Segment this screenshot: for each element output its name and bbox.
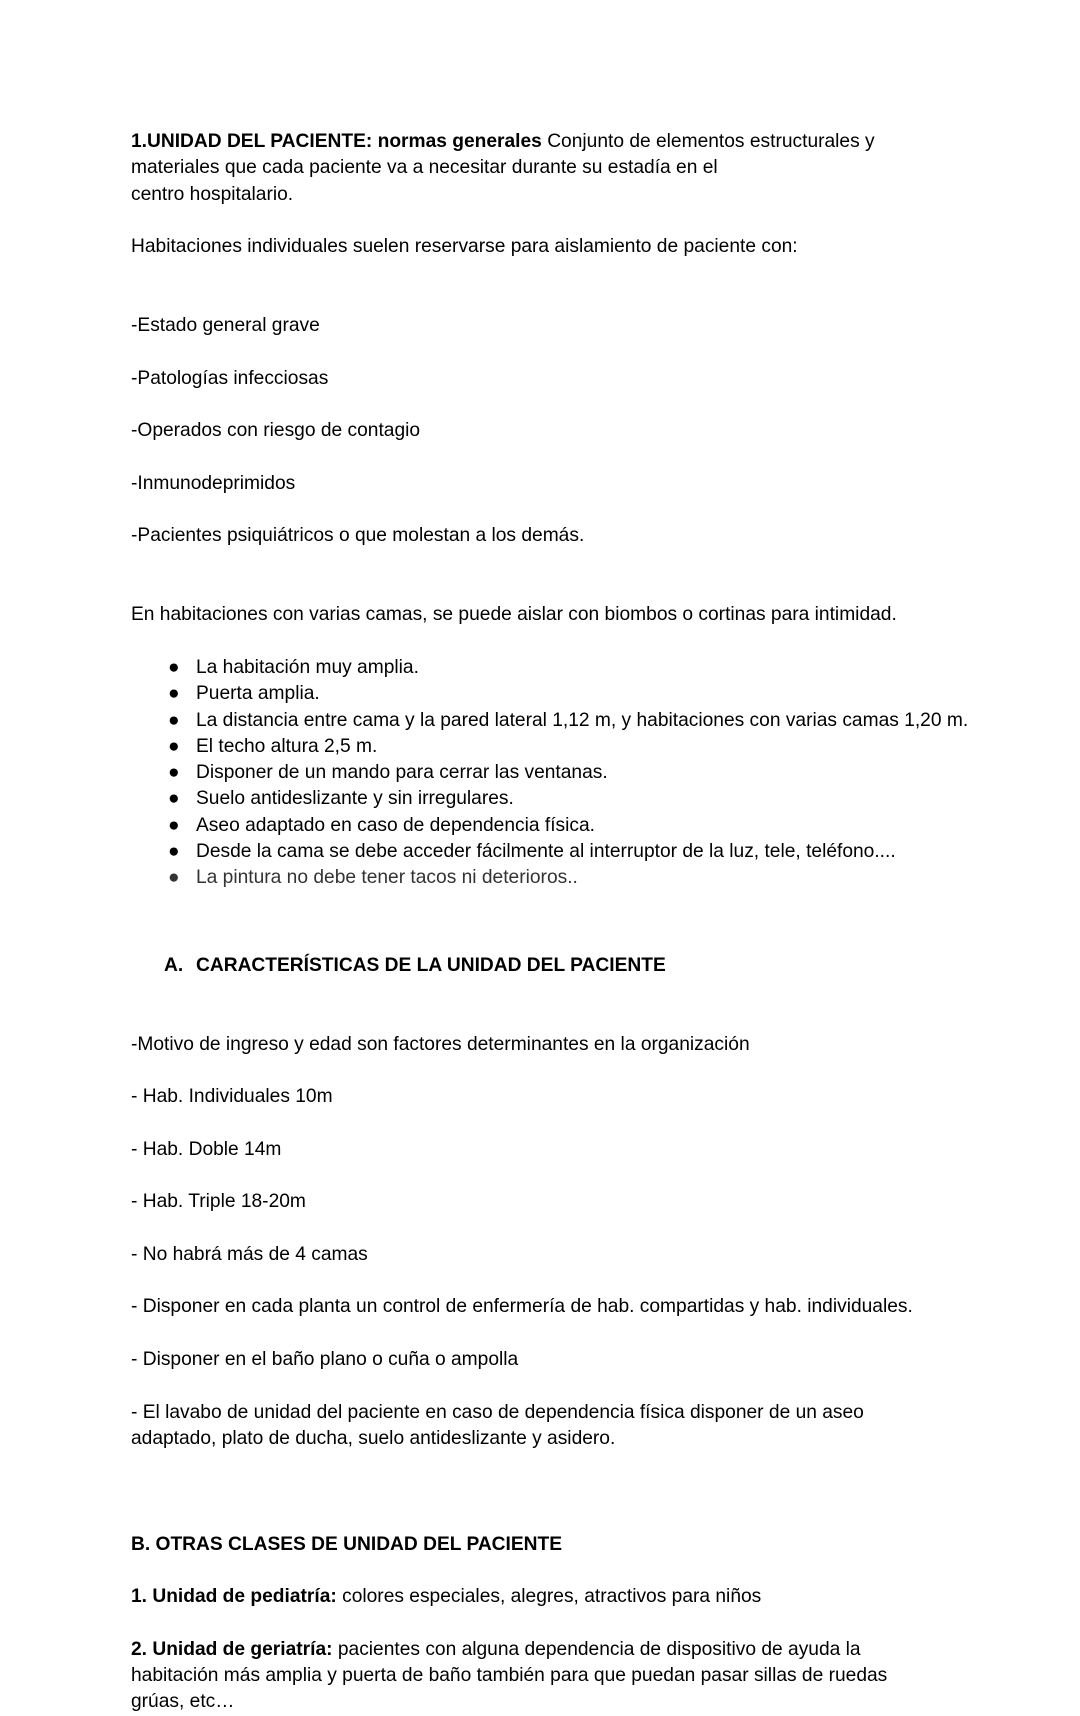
bullet-icon: ● [168, 788, 180, 810]
section-b-heading: B. OTRAS CLASES DE UNIDAD DEL PACIENTE [131, 1533, 563, 1555]
list-item: ● El techo altura 2,5 m. [131, 734, 991, 760]
section-a-title: CARACTERÍSTICAS DE LA UNIDAD DEL PACIENTE [196, 954, 666, 976]
intro-text: Conjunto de elementos estructurales y materiales que cada paciente va a necesitar durante su estadía en el centro hospitalario. [131, 131, 875, 205]
list-item: - Hab. Doble 14m [131, 1138, 282, 1160]
list-item: -Motivo de ingreso y edad son factores determinantes en la organización [131, 1033, 750, 1055]
list-item: - Disponer en el baño plano o cuña o ampolla [131, 1349, 519, 1371]
pediatria-paragraph: 1. Unidad de pediatría: colores especiales, alegres, atractivos para niños [131, 1586, 762, 1608]
list-item: ● Puerta amplia. [131, 681, 991, 707]
bullet-icon: ● [168, 656, 180, 678]
bullet-icon: ● [168, 814, 180, 836]
list-item: -Patologías infecciosas [131, 367, 329, 389]
list-item: ● Desde la cama se debe acceder fácilmente al interruptor de la luz, tele, teléfono.... [131, 839, 991, 865]
bullet-icon: ● [168, 841, 180, 863]
list-item: -Operados con riesgo de contagio [131, 420, 421, 442]
list-item: - El lavabo de unidad del paciente en caso de dependencia física disponer de un aseo adaptado, plato de ducha, suelo antideslizante y asidero. [131, 1401, 864, 1449]
list-item: - Hab. Triple 18-20m [131, 1191, 306, 1213]
list-item: ● La habitación muy amplia. [131, 655, 991, 681]
list-item: ● Aseo adaptado en caso de dependencia física. [131, 813, 991, 839]
list-item: -Pacientes psiquiátricos o que molestan a los demás. [131, 525, 585, 547]
list-item: - No habrá más de 4 camas [131, 1243, 368, 1265]
section-a-list [131, 1005, 991, 1478]
list-item: ● La distancia entre cama y la pared lateral 1,12 m, y habitaciones con varias camas 1,20 m. [131, 708, 991, 734]
list-item: ● Disponer de un mando para cerrar las ventanas. [131, 760, 991, 786]
section-a-letter: A. [164, 954, 184, 976]
bullet-icon: ● [168, 709, 180, 731]
list-item: - Disponer en cada planta un control de enfermería de hab. compartidas y hab. individuales. [131, 1296, 913, 1318]
bullet-icon: ● [168, 762, 180, 784]
list-item: ● La pintura no debe tener tacos ni deterioros.. [131, 865, 991, 891]
intro-title: 1.UNIDAD DEL PACIENTE: normas generales [131, 131, 542, 152]
bullet-icon: ● [168, 735, 180, 757]
intro-paragraph [131, 129, 991, 208]
isolation-list [131, 287, 991, 576]
list-item: -Inmunodeprimidos [131, 472, 296, 494]
isolation-intro: Habitaciones individuales suelen reservarse para aislamiento de paciente con: [131, 236, 798, 258]
bullet-icon: ● [168, 683, 180, 705]
list-item: -Estado general grave [131, 315, 320, 337]
bullet-icon: ● [168, 867, 180, 889]
list-item: ● Suelo antideslizante y sin irregulares. [131, 786, 991, 812]
geriatria-paragraph: 2. Unidad de geriatría: pacientes con alguna dependencia de dispositivo de ayuda la habitación más amplia y puerta de baño también para que puedan pasar sillas de ruedas grúas, etc… [131, 1638, 888, 1713]
section-a-heading [164, 953, 991, 979]
shared-rooms-paragraph: En habitaciones con varias camas, se puede aislar con biombos o cortinas para intimidad. [131, 604, 897, 626]
room-requirements-list [131, 655, 991, 892]
list-item: - Hab. Individuales 10m [131, 1086, 333, 1108]
